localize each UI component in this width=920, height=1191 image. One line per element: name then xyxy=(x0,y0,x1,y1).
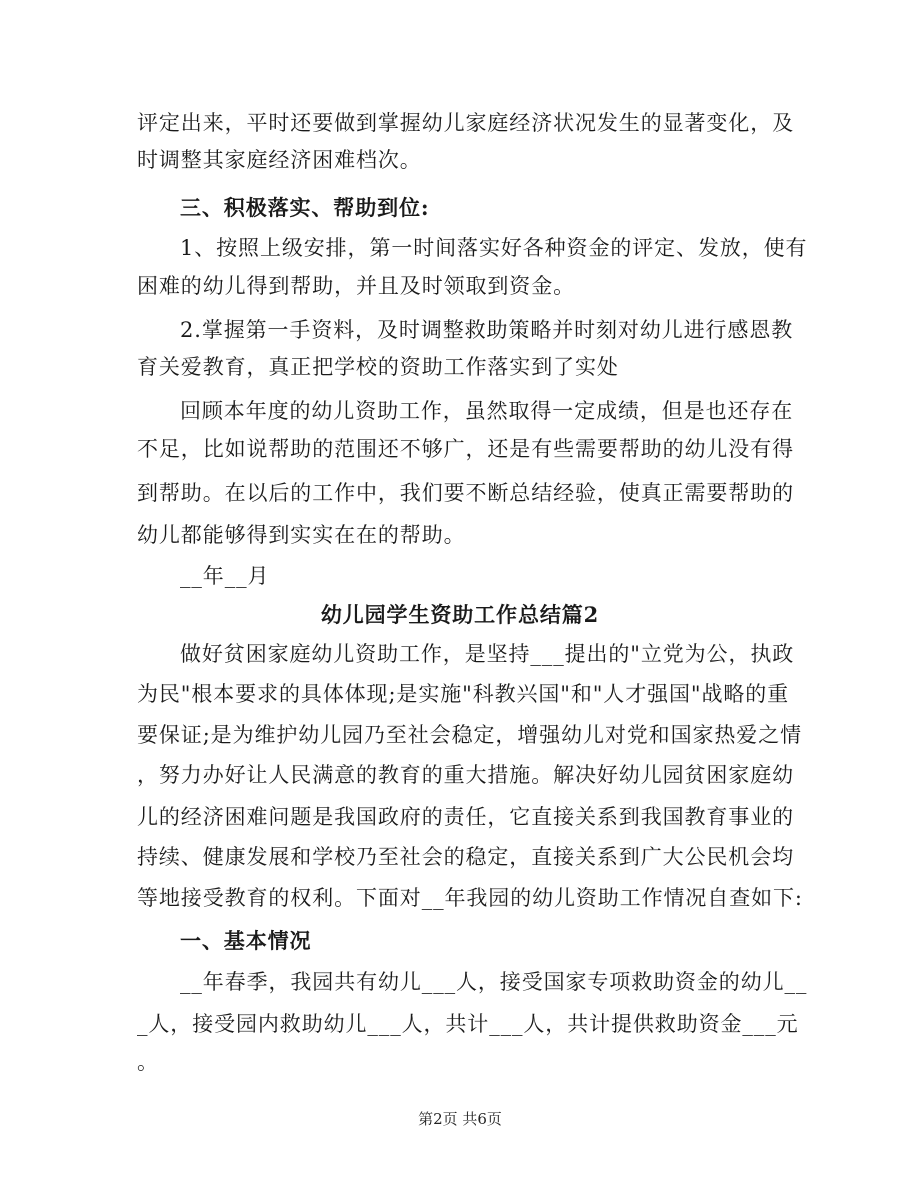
paragraph-line: 困难的幼儿得到帮助，并且及时领取到资金。 xyxy=(137,274,575,298)
paragraph-line: 2.掌握第一手资料，及时调整救助策略并时刻对幼儿进行感恩教 xyxy=(180,318,794,342)
paragraph-line: 1、按照上级安排，第一时间落实好各种资金的评定、发放，使有 xyxy=(180,236,808,260)
section-heading: 三、积极落实、帮助到位: xyxy=(180,195,430,220)
paragraph-line: 时调整其家庭经济困难档次。 xyxy=(137,148,422,172)
paragraph-line: 为民"根本要求的具体体现;是实施"科教兴国"和"人才强国"战略的重 xyxy=(137,682,790,706)
paragraph-line: 持续、健康发展和学校乃至社会的稳定，直接关系到广大公民机会均 xyxy=(137,845,794,869)
paragraph-line: 要保证;是为维护幼儿园乃至社会稳定，增强幼儿对党和国家热爱之情 xyxy=(137,723,802,747)
paragraph-line: 儿的经济困难问题是我国政府的责任，它直接关系到我国教育事业的 xyxy=(137,805,794,829)
paragraph-line: 回顾本年度的幼儿资助工作，虽然取得一定成绩，但是也还存在 xyxy=(180,399,794,423)
paragraph-line: __年春季，我园共有幼儿___人，接受国家专项救助资金的幼儿__ xyxy=(180,970,808,994)
section-title: 幼儿园学生资助工作总结篇2 xyxy=(320,602,600,627)
date-line: __年__月 xyxy=(180,564,270,588)
section-heading: 一、基本情况 xyxy=(180,928,312,953)
paragraph-line: 等地接受教育的权利。下面对__年我园的幼儿资助工作情况自查如下: xyxy=(137,886,803,910)
paragraph-line: 到帮助。在以后的工作中，我们要不断总结经验，使真正需要帮助的 xyxy=(137,481,794,505)
paragraph-line: 育关爱教育，真正把学校的资助工作落实到了实处 xyxy=(137,355,619,379)
paragraph-line: 评定出来，平时还要做到掌握幼儿家庭经济状况发生的显著变化，及 xyxy=(137,111,794,135)
paragraph-line: 做好贫困家庭幼儿资助工作，是坚持___提出的"立党为公，执政 xyxy=(180,642,795,666)
paragraph-line: ，努力办好让人民满意的教育的重大措施。解决好幼儿园贫困家庭幼 xyxy=(137,763,794,787)
paragraph-line: 幼儿都能够得到实实在在的帮助。 xyxy=(137,523,466,547)
paragraph-line: 。 xyxy=(137,1050,159,1074)
paragraph-line: _人，接受园内救助幼儿___人，共计___人，共计提供救助资金___元 xyxy=(137,1012,799,1036)
page-footer: 第2页 共6页 xyxy=(418,1110,502,1128)
paragraph-line: 不足，比如说帮助的范围还不够广，还是有些需要帮助的幼儿没有得 xyxy=(137,437,794,461)
